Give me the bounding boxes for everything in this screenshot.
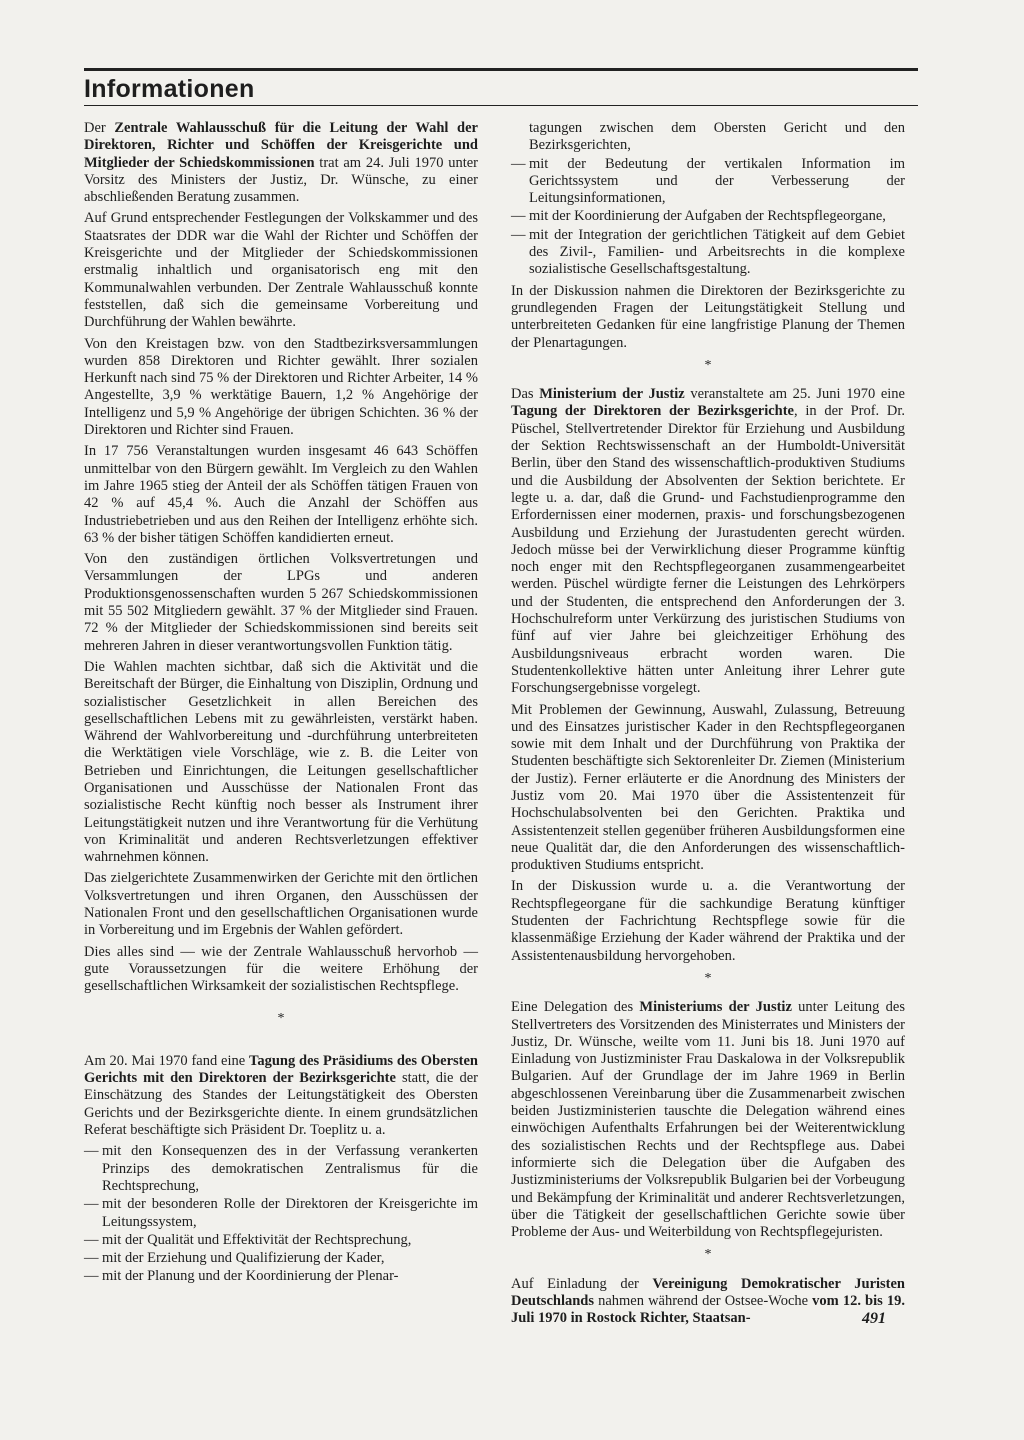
text: Am 20. Mai 1970 fand eine: [84, 1052, 249, 1069]
list-item: [84, 1250, 478, 1267]
paragraph: Die Wahlen machten sichtbar, daß sich die Aktivität und die Bereitschaft der Bürger, die Einhaltung von Disziplin, Ordnung und sozialistischer Gesetzlichkeit in allen Bereichen des gesellschaftlichen Lebens mit zu gewährleisten, verstärkt haben. Während der Wahlvorbereitung und -durchführung unterbreiteten die Werktätigen viele Vorschläge, wie z. B. die Leiter von Betrieben und Einrichtungen, die Leitungen gesellschaftlicher Organisationen und Ausschüsse der Nationalen Front das sozialistische Recht künftig noch besser als Instrument ihrer Leitungstätigkeit nutzen und ihre Verantwortung für die Verhütung von Kriminalität und anderen Rechtsverletzungen effektiver wahrnehmen können.: [84, 658, 478, 866]
text: nahmen während der Ostsee-Woche: [594, 1293, 813, 1309]
bold-text: Ministerium der Justiz: [539, 386, 685, 403]
paragraph: [511, 999, 905, 1241]
list-item: [84, 1143, 478, 1195]
list-item: [511, 227, 905, 279]
list-item-text: mit der Bedeutung der vertikalen Information im Gerichtssystem und der Verbesserung der Leitungsinformationen,: [529, 155, 905, 207]
paragraph: Mit Problemen der Gewinnung, Auswahl, Zulassung, Betreuung und des Einsatzes juristischer Kader in den Rechtspflegeorganen sowie mit dem Inhalt und der Durchführung von Praktika der Studenten beschäftigte sich Sektorenleiter Dr. Ziemen (Ministerium der Justiz). Ferner erläuterte er die Anordnung des Ministers der Justiz vom 20. Mai 1970 über die Assistentenzeit für Hochschulabsolventen bei den Gerichten. Praktika und Assistentenzeit stellen gegenüber früheren Ausbildungsformen eine neue Qualität dar, die den Anforderungen des wissenschaftlich-produktiven Studiums entspricht.: [511, 701, 905, 874]
paragraph: [511, 386, 905, 697]
paragraph: [84, 120, 478, 206]
list-item-text: mit der Koordinierung der Aufgaben der Rechtspflegeorgane,: [529, 208, 886, 225]
paragraph: In der Diskussion wurde u. a. die Verantwortung der Rechtspflegeorgane für die sachkundige Beratung künftiger Studenten der Fachrichtung Rechtspflege sowie für die klassenmäßige Erziehung der Kader während der Praktika und der Assistentenausbildung hervorgehoben.: [511, 878, 905, 964]
bold-text: Zentrale Wahlausschuß für die Leitung der Wahl der Direktoren, Richter und Schöffen der Kreisgerichte und Mitglieder der Schiedskommissionen: [84, 120, 478, 171]
paragraph: Dies alles sind — wie der Zentrale Wahlausschuß hervorhob — gute Voraussetzungen für die weitere Erhöhung der gesellschaftlichen Wirksamkeit der sozialistischen Rechtspflege.: [84, 943, 478, 995]
dash-bullet: —: [84, 1268, 99, 1285]
dash-bullet: —: [84, 1250, 99, 1267]
text: Auf Einladung der: [511, 1275, 653, 1292]
list-item-text: mit der besonderen Rolle der Direktoren der Kreisgerichte im Leitungssystem,: [102, 1196, 478, 1230]
right-column: [511, 120, 905, 1332]
list-item: [84, 1196, 478, 1231]
section-separator: *: [704, 1247, 712, 1263]
dash-bullet: —: [84, 1143, 99, 1160]
page-title: Informationen: [84, 75, 255, 103]
dash-bullet: —: [511, 226, 526, 243]
text: statt, die der Einschätzung des Standes der Leitungstätigkeit des Obersten Gerichts und der Bezirksgerichte diente. In einem grundsätzlichen Referat beschäftigte sich Präsident Dr. Toeplitz u. a.: [84, 1070, 478, 1139]
paragraph: In 17 756 Veranstaltungen wurden insgesamt 46 643 Schöffen unmittelbar von den Bürgern gewählt. Im Vergleich zu den Wahlen im Jahre 1965 stieg der Anteil der als Schöffen tätigen Frauen von 42 % auf 45,4 %. Auch die Anzahl der Schöffen aus Industriebetrieben und aus den Reihen der Intelligenz erhöhte sich. 63 % der bisher tätigen Schöffen kandidierten erneut.: [84, 443, 478, 546]
bold-text: Tagung des Präsidiums des Obersten Gerichts mit den Direktoren der Bezirksgerichte: [84, 1052, 478, 1087]
text: unter Leitung des Stellvertreters des Vorsitzenden des Ministerrates und Ministers der Justiz, Dr. Wünsche, weilte vom 11. Juni bis 18. Juni 1970 auf Einladung von Justizminister Frau Daskalowa in der Volksrepublik Bulgarien. Auf der Grundlage der im Jahre 1969 in Berlin abgeschlossenen Vereinbarung über die Zusammenarbeit zwischen beiden Justizministerien tauschte die Delegation während eines einwöchigen Aufenthalts Erfahrungen bei der Weiterentwicklung des sozialistischen Rechts und der Rechtspflege aus. Dabei informierte sich die Delegation über die Aufgaben des Justizministeriums der Volksrepublik Bulgarien bei der Vorbeugung und Bekämpfung der Kriminalität und anderer Rechtsverletzungen, über die Tätigkeit der gesellschaftlichen Gerichte sowie über Probleme der Aus- und Weiterbildung von Rechtspflegejuristen.: [511, 999, 905, 1241]
text: Eine Delegation des: [511, 999, 640, 1016]
paragraph: Auf Grund entsprechender Festlegungen der Volkskammer und des Staatsrates der DDR war die Wahl der Richter und Schöffen der Kreisgerichte und der Mitglieder der Schiedskommissionen erstmalig inhaltlich und organisatorisch eng mit den Kommunalwahlen verbunden. Der Zentrale Wahlausschuß konnte feststellen, daß sich die gemeinsame Vorbereitung und Durchführung der Wahlen bewährte.: [84, 210, 478, 331]
list-item-text: mit der Integration der gerichtlichen Tätigkeit auf dem Gebiet des Zivil-, Familien- und Arbeitsrechts in die komplexe sozialistische Gesellschaftsgestaltung.: [529, 226, 905, 278]
paragraph: tagungen zwischen dem Obersten Gericht und den Bezirksgerichten,: [529, 120, 905, 154]
section-separator: *: [277, 1010, 285, 1026]
dash-bullet: —: [511, 208, 526, 225]
dash-bullet: —: [511, 155, 526, 172]
text: Der: [84, 120, 115, 136]
list-item: [84, 1268, 478, 1285]
list-item: [511, 208, 905, 225]
text: Das: [511, 386, 540, 403]
left-column: [84, 120, 478, 1287]
dash-bullet: —: [84, 1196, 99, 1213]
section-separator: *: [704, 357, 712, 373]
bold-text: Vereinigung Demokratischer Juristen Deutschlands: [511, 1275, 905, 1309]
text: trat am 24. Juli 1970 unter Vorsitz des Ministers der Justiz, Dr. Wünsche, zu einer abschließenden Beratung zusammen.: [84, 154, 479, 206]
paragraph: [511, 1276, 905, 1328]
text: veranstaltete am 25. Juni 1970 eine: [684, 386, 905, 403]
text: , in der Prof. Dr. Püschel, Stellvertretender Direktor für Erziehung und Ausbildung der Sektion Rechtswissenschaft an der Humboldt-Universität Berlin, über den Stand des wissenschaftlich-produktiven Studiums und die Ausbildung der Absolventen der Sektion berichtete. Er legte u. a. dar, daß die Grund- und Fachstudienprogramme den Erfordernissen einer modernen, praxis- und forschungsbezogenen Ausbildung und Erziehung der Jurastudenten gerecht würden. Jedoch müsse bei der Verwirklichung dieser Programme künftig noch enger mit den Rechtspflegeorganen zusammengearbeitet werden. Püschel würdigte ferner die Leistungen des Lehrkörpers und der Studenten, die entsprechend den Anforderungen der 3. Hochschulreform unter Verkürzung des juristischen Studiums von fünf auf vier Jahre bei gleichzeitiger Erhöhung des Ausbildungsniveaus erbracht worden waren. Die Studentenkollektive hätten unter Anleitung ihrer Lehrer gute Forschungsergebnisse vorgelegt.: [511, 403, 906, 697]
list-item-text: mit den Konsequenzen des in der Verfassung verankerten Prinzips des demokratischen Zentralismus für die Rechtsprechung,: [102, 1143, 478, 1194]
list-item-text: mit der Planung und der Koordinierung der Plenar-: [102, 1268, 399, 1285]
dash-bullet: —: [84, 1231, 99, 1248]
list-item-text: mit der Erziehung und Qualifizierung der Kader,: [102, 1250, 385, 1267]
paragraph: In der Diskussion nahmen die Direktoren der Bezirksgerichte zu grundlegenden Fragen der Leitungstätigkeit Stellung und unterbreiteten Gedanken für eine langfristige Planung der Themen der Plenartagungen.: [511, 282, 905, 351]
list-item: [511, 156, 905, 208]
bold-text: Ministeriums der Justiz: [639, 999, 792, 1016]
bold-text: Tagung der Direktoren der Bezirksgerichte: [511, 403, 794, 420]
paragraph: [84, 1053, 478, 1139]
list-item: [84, 1232, 478, 1249]
page-number: 491: [862, 1310, 886, 1327]
section-separator: *: [704, 970, 712, 986]
paragraph: Das zielgerichtete Zusammenwirken der Gerichte mit den örtlichen Volksvertretungen und ihren Organen, den Ausschüssen der Nationalen Front und den gesellschaftlichen Organisationen wurde in Vorbereitung und im Ergebnis der Wahlen gefördert.: [84, 870, 478, 939]
list-item-text: mit der Qualität und Effektivität der Rechtsprechung,: [102, 1231, 412, 1248]
paragraph: Von den zuständigen örtlichen Volksvertretungen und Versammlungen der LPGs und anderen Produktionsgenossenschaften wurden 5 267 Schiedskommissionen mit 55 502 Mitgliedern gewählt. 37 % der Mitglieder sind Frauen. 72 % der Mitglieder der Schiedskommissionen sind bereits seit mehreren Jahren in dieser verantwortungsvollen Funktion tätig.: [84, 551, 478, 654]
bold-text: vom 12. bis 19. Juli 1970 in Rostock Richter, Staatsan-: [511, 1293, 905, 1327]
paragraph: Von den Kreistagen bzw. von den Stadtbezirksversammlungen wurden 858 Direktoren und Richter gewählt. Ihrer sozialen Herkunft nach sind 75 % der Direktoren und Richter Arbeiter, 14 % Angestellte, 3,9 % werktätige Bauern, 1,2 % Angehörige der Intelligenz und 5,9 % Angehörige der übrigen Schichten. 36 % der Direktoren und Richter sind Frauen.: [84, 335, 478, 439]
section-header: [84, 68, 918, 106]
